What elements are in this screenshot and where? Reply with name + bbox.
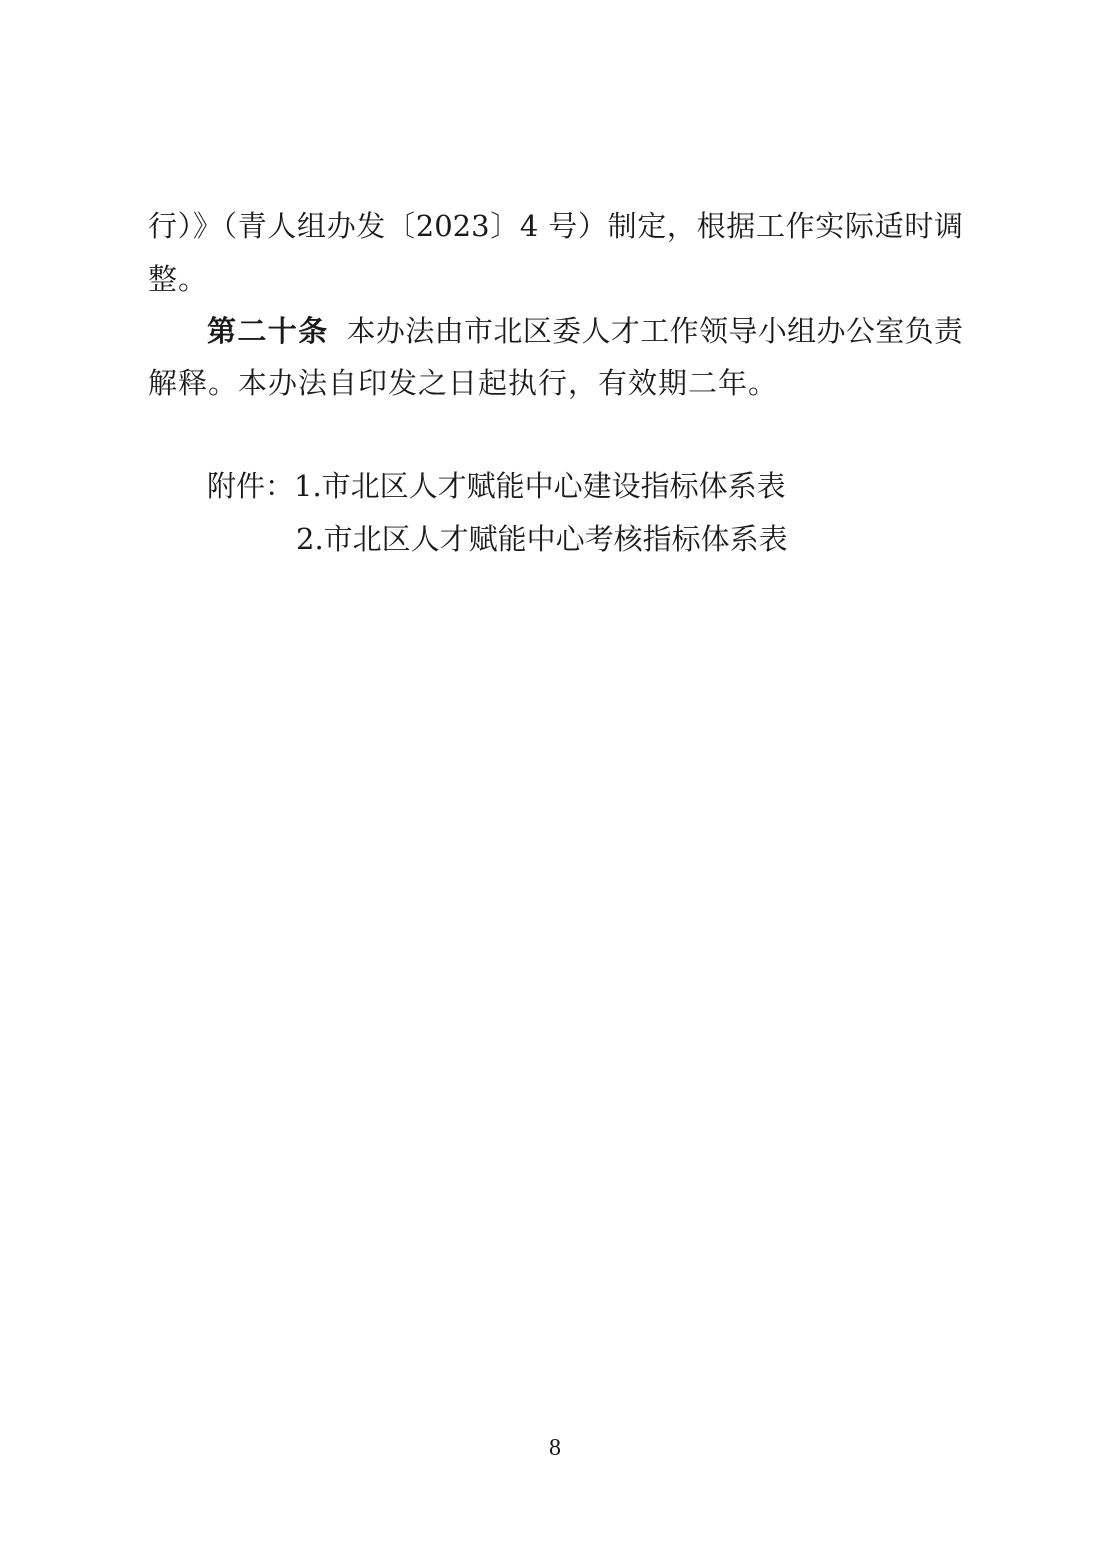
article-heading: 第二十条	[207, 314, 329, 348]
attachment-item-1	[207, 466, 786, 506]
article-20-line	[207, 311, 963, 351]
attachment-title: 2.市北区人才赋能中心考核指标体系表	[296, 522, 788, 556]
page-number: 8	[549, 1435, 561, 1461]
paragraph-line	[148, 259, 208, 299]
paragraph-text: 行）》（青人组办发〔2023〕4 号）制定，根据工作实际适时调	[148, 209, 963, 243]
paragraph-text: 本办法由市北区委人才工作领导小组办公室负责	[346, 314, 963, 348]
paragraph-text: 整。	[148, 262, 209, 296]
attachment-title: 1.市北区人才赋能中心建设指标体系表	[294, 469, 786, 503]
paragraph-text: 解释。本办法自印发之日起执行，有效期二年。	[148, 366, 779, 400]
paragraph-line	[148, 206, 963, 246]
attachment-item-2	[296, 519, 788, 559]
attachment-label: 附件：	[207, 469, 295, 503]
paragraph-line	[148, 363, 778, 403]
